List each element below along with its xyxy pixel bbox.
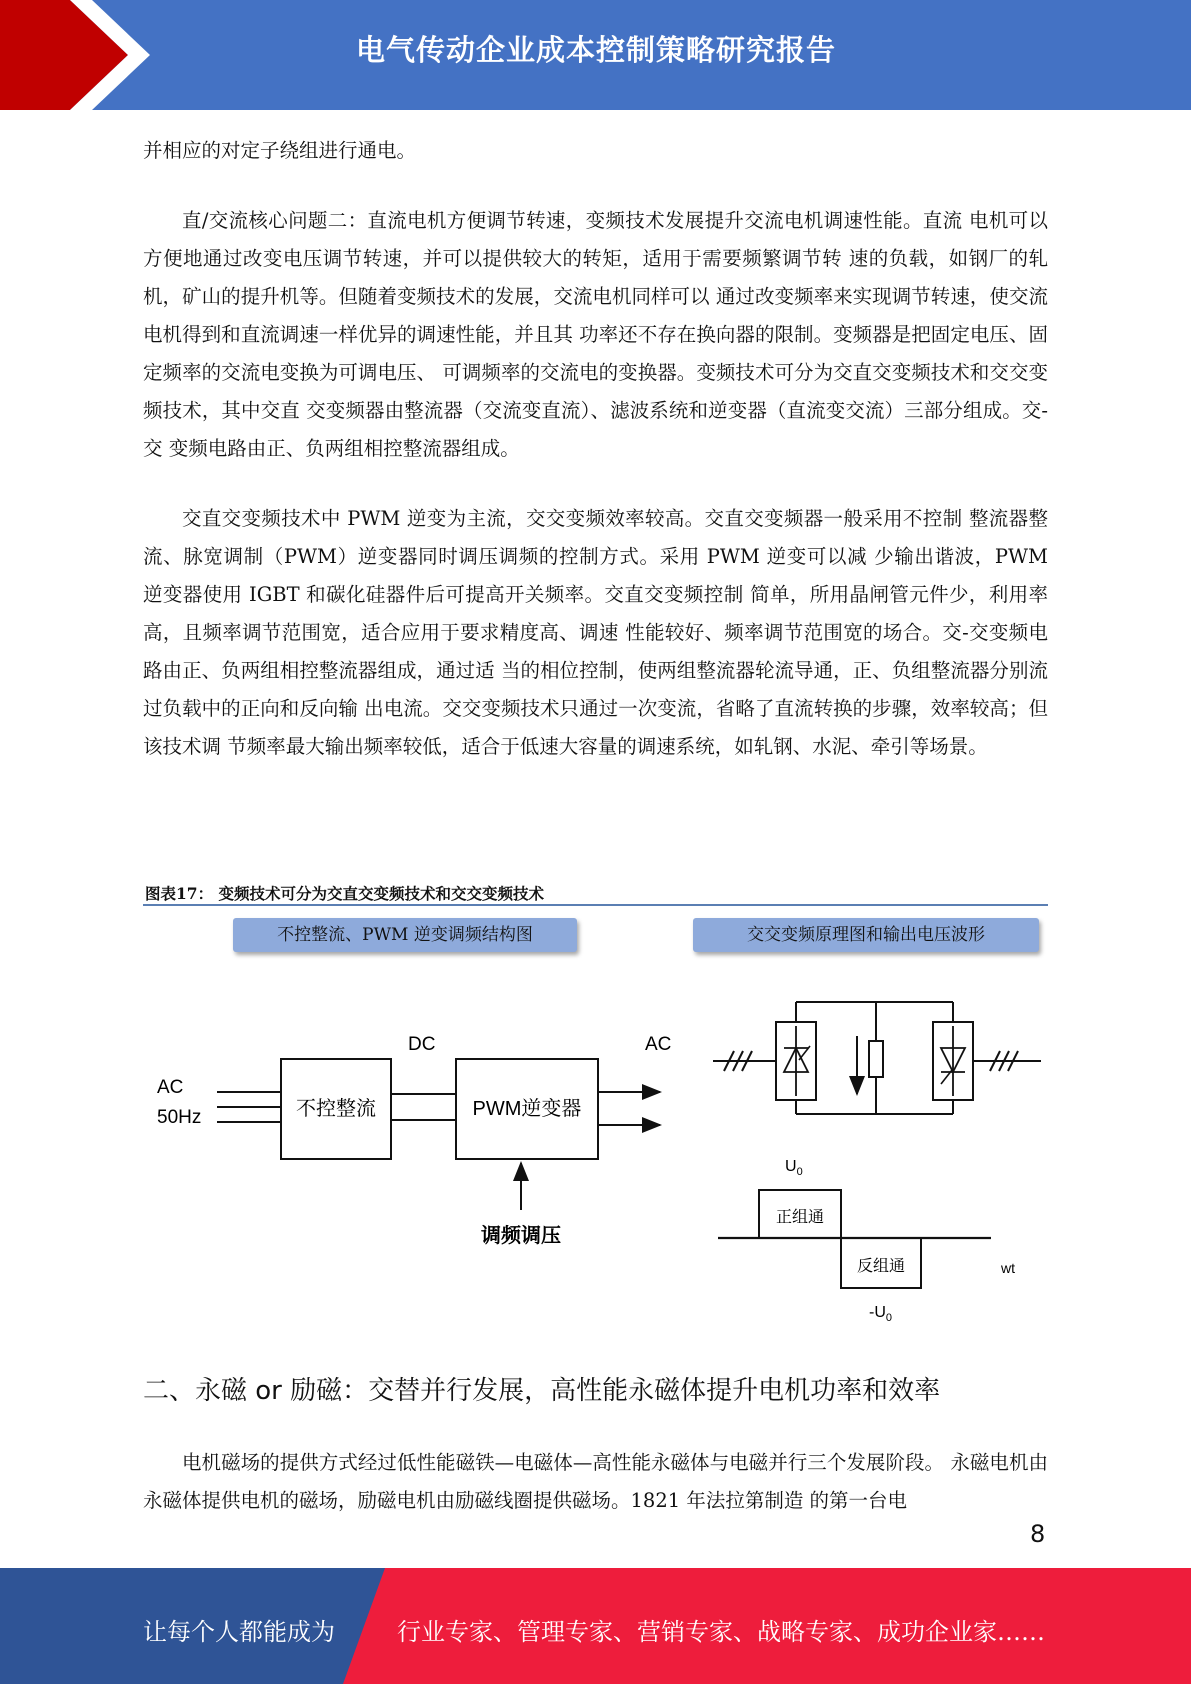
report-title: 电气传动企业成本控制策略研究报告: [356, 33, 837, 67]
footer-slogan-right: 行业专家、管理专家、营销专家、战略专家、成功企业家……: [397, 1618, 1045, 1646]
body-text-block: [143, 132, 1048, 766]
negative-group-label: 反组通: [856, 1258, 906, 1275]
load-resistor: [869, 1041, 883, 1077]
paragraph-dc-ac-issue: 直/交流核心问题二：直流电机方便调节转速，变频技术发展提升交流电机调速性能。直流 电机可以方便地通过改变电压调节转速，并可以提供较大的转矩，适用于需要频繁调节转 速的负载，如钢厂的轧机，矿山的提升机等。但随着变频技术的发展，交流电机同样可以 通过改变频率来实现调节转速，使交流电机得到和直流调速一样优异的调速性能，并且其 功率还不存在换向器的限制。变频器是把固定电压、固定频率的交流电变换为可调电压、 可调频率的交流电的变换器。变频技术可分为交直交变频技术和交交变频技术，其中交直 交变频器由整流器（交流变直流）、滤波系统和逆变器（直流变交流）三部分组成。交-交 变频电路由正、负两组相控整流器组成。: [143, 209, 1048, 460]
right-panel-label: 交交变频原理图和输出电压波形: [693, 918, 1039, 952]
page-header: [0, 0, 1191, 110]
page-number: 8: [1030, 1520, 1046, 1548]
paragraph-pwm-inverter: 交直交变频技术中 PWM 逆变为主流，交交变频效率较高。交直交变频器一般采用不控制 整流器整流、脉宽调制（PWM）逆变器同时调压调频的控制方式。采用 PWM 逆变可以减 少输出谐波，PWM 逆变器使用 IGBT 和碳化硅器件后可提高开关频率。交直交变频控制 简单，所用晶闸管元件少，利用率高，且频率调节范围宽，适合应用于要求精度高、调速 性能较好、频率调节范围宽的场合。交-交变频电路由正、负两组相控整流器组成，通过适 当的相位控制，使两组整流器轮流导通，正、负组整流器分别流过负载中的正向和反向输 出电流。交交变频技术只通过一次变流，省略了直流转换的步骤，效率较高；但该技术调 节频率最大输出频率较低，适合于低速大容量的调速系统，如轧钢、水泥、牵引等场景。: [143, 507, 1048, 758]
ac-output-label: AC: [645, 1034, 672, 1055]
dc-label: DC: [408, 1034, 436, 1055]
frequency-conversion-figure: [143, 960, 1048, 1330]
pwm-inverter-label: PWM逆变器: [472, 1098, 582, 1120]
left-panel-label: 不控整流、PWM 逆变调频结构图: [233, 918, 577, 952]
page-footer: [0, 1568, 1191, 1684]
ac-input-label: AC: [157, 1077, 184, 1098]
positive-group-label: 正组通: [775, 1209, 825, 1226]
neg-u0-label: $-U_0$: [869, 1304, 893, 1324]
output-voltage-waveform: [718, 1158, 1015, 1324]
section-heading: 二、永磁 or 励磁：交替并行发展，高性能永磁体提升电机功率和效率: [143, 1376, 941, 1406]
figure-caption: 图表17： 变频技术可分为交直交变频技术和交交变频技术: [145, 884, 544, 903]
figure-divider: [143, 904, 1048, 906]
paragraph-magnetic-field: 电机磁场的提供方式经过低性能磁铁—电磁体—高性能永磁体与电磁并行三个发展阶段。 永磁电机由永磁体提供电机的磁场，励磁电机由励磁线圈提供磁场。1821 年法拉第制造 的第一台电: [143, 1451, 1048, 1512]
ac-dc-ac-structure-diagram: [157, 1034, 671, 1247]
u0-label: $U_0$: [785, 1158, 803, 1178]
paragraph-continuation: 并相应的对定子绕组进行通电。: [143, 139, 417, 162]
control-label: 调频调压: [481, 1225, 561, 1247]
cycloconverter-circuit: [713, 1002, 1041, 1114]
wt-label: wt: [1001, 1260, 1015, 1276]
rectifier-label: 不控整流: [296, 1098, 376, 1120]
section-text-block: [143, 1444, 1048, 1520]
footer-slogan-left: 让每个人都能成为: [143, 1618, 335, 1646]
frequency-input-label: 50Hz: [157, 1107, 202, 1128]
